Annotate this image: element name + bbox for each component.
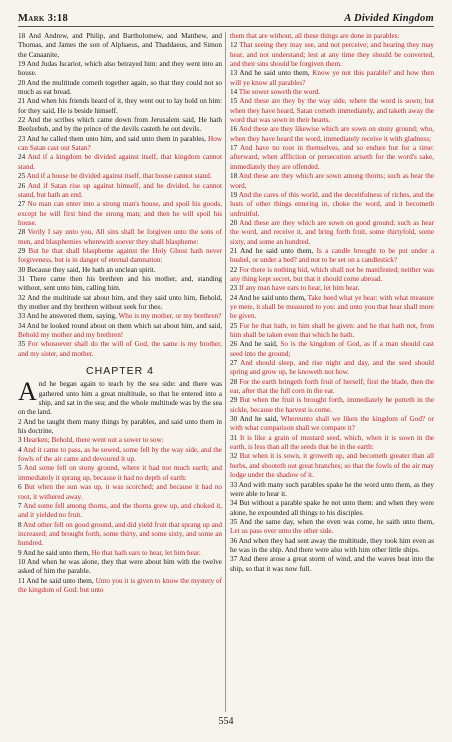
words-of-christ: So is the kingdom of God, as if a man should cast seed into the ground; — [230, 340, 435, 358]
left-column — [18, 32, 222, 595]
words-of-christ: The sower soweth the word. — [238, 88, 321, 97]
verse — [230, 247, 434, 266]
verse-text: 26 And he said, — [230, 340, 281, 349]
verse — [230, 481, 434, 500]
words-of-christ: And these are they by the way side, where the word is sown; but when they have heard, Satan cometh immediately, and taketh away the word that was sown in their hearts. — [230, 97, 435, 125]
verse — [230, 284, 434, 293]
verse — [18, 312, 222, 321]
verse-text: 30 And he said, — [230, 415, 281, 424]
verse — [230, 518, 434, 537]
verse-text: 24 — [18, 153, 28, 162]
verse-text: 2 And he taught them many things by parables, and said unto them in his doctrine, — [18, 417, 222, 436]
verse-text: 28 — [230, 377, 240, 386]
verse-text: 35 — [18, 340, 28, 349]
verse-text: 25 — [230, 321, 240, 330]
verse-text: 31 — [230, 433, 240, 442]
words-of-christ: But when the fruit is brought forth, immediately he putteth in the sickle, because the harvest is come. — [230, 396, 435, 414]
words-of-christ: Take heed what ye hear: with what measure ye mete, it shall be measured to you: and unto you that hear shall more be given. — [230, 293, 434, 321]
verse — [18, 266, 222, 275]
verses-chapter-3 — [18, 32, 222, 359]
verse-text: 35 And the same day, when the even was come, he saith unto them, — [230, 517, 434, 526]
verse-text: 37 And there arose a great storm of wind, and the waves beat into the ship, so that it was now full. — [230, 555, 434, 573]
verse — [230, 452, 434, 480]
verse — [18, 577, 222, 596]
verses-chapter-4-continued — [230, 32, 434, 574]
verse — [230, 88, 434, 97]
verse-text: 18 And Andrew, and Philip, and Bartholomew, and Matthew, and Thomas, and James the — [18, 32, 222, 50]
column-divider — [225, 32, 226, 712]
verse — [230, 294, 434, 322]
verse — [18, 32, 222, 60]
verse-text: 7 — [18, 501, 24, 510]
verse — [18, 228, 222, 247]
words-of-christ: For he that hath, to him shall be given: and he that hath not, from him shall be taken even that which he hath. — [230, 321, 435, 339]
verse — [18, 446, 222, 465]
words-of-christ: And other fell on good ground, and did yield fruit that sprang up and increased; and brought forth, some thirty, and some sixty, and some an hundred. — [18, 520, 222, 548]
verse-text: 29 — [230, 396, 240, 405]
words-of-christ: But when the sun was up, it was scorched; and because it had no root, it withered away. — [18, 483, 223, 501]
verse-text: 4 — [18, 445, 24, 454]
verse-text: 34 But without a parable spake he not unto them: and when they were alone, he expounded all things to his disciples. — [230, 499, 434, 517]
verse-text: 16 — [230, 125, 239, 134]
verse-text: 6 — [18, 483, 25, 492]
verse — [18, 135, 222, 154]
verse — [230, 266, 434, 285]
verse-text: 25 — [18, 172, 27, 181]
verse-text: 19 And Judas Iscariot, which also betrayed him: and they went into an house. — [18, 60, 222, 78]
words-of-christ: No man can enter into a strong man's house, and spoil his goods, except he will first bind the strong man; and then he will spoil his house. — [18, 200, 222, 227]
verse-text: 21 And when his friends heard of it, they went out to lay hold on him: for they said, He is beside himself. — [18, 97, 222, 115]
verse — [18, 483, 222, 502]
words-of-christ: Unto you it is given to know the mystery of the kingdom of God: but unto — [18, 576, 222, 594]
verse — [18, 549, 222, 558]
verse-text: 33 And with many such parables spake he the word unto them, as they were able to hear it. — [230, 480, 434, 498]
verse-text: 36 And when they had sent away the multitude, they took him even as he was in the ship. And there were also with him other little ships. — [230, 536, 434, 554]
words-of-christ: And it came to pass, as he sowed, some fell by the way side, and the fowls of the air came and devoured it up. — [18, 445, 222, 464]
verse — [18, 182, 222, 201]
words-of-christ: Is a candle brought to be put under a bushel, or under a bed? and not to be set on a candlestick? — [230, 246, 435, 265]
verse — [230, 499, 434, 518]
verse-text: 23 — [230, 284, 239, 293]
verse-text: 5 — [18, 464, 24, 473]
verse-text: 20 And the multitude cometh together again, so that they could not so much as eat bread. — [18, 78, 222, 97]
verse-text: 19 — [230, 190, 239, 199]
page-header — [18, 10, 434, 27]
verse-text: 14 — [230, 88, 239, 97]
chapter-heading: CHAPTER 4 — [86, 365, 154, 378]
verse-text: 10 And when he was alone, they that were about him with the twelve asked of him the parable. — [18, 557, 222, 576]
verse-text: 22 And the scribes which came down from Jerusalem said, He hath Beelzebub, and by the prince of the devils casteth he out devils. — [18, 116, 222, 134]
verse — [230, 69, 434, 88]
verse — [18, 79, 222, 98]
chapter-reference: Mark 3:18 — [18, 13, 69, 24]
verse-text: 12 — [230, 41, 240, 50]
verse-text: A — [18, 377, 37, 407]
verse — [230, 415, 434, 434]
words-of-christ: Verily I say unto you, All sins shall be forgiven unto the sons of men, and blasphemies wherewith soever they shall blaspheme: — [18, 228, 222, 246]
verse-text: 27 — [18, 200, 28, 209]
verse-text: 21 And he said unto them, — [230, 246, 317, 255]
words-of-christ: That seeing they may see, and not perceive; and hearing they may hear, and not understand; lest at any time they should be converted, and their sins should be forgiven them. — [230, 41, 434, 69]
verse-text: 28 — [18, 228, 28, 237]
verse — [18, 322, 222, 341]
verse — [230, 191, 434, 219]
verse-text: 26 — [18, 181, 28, 190]
words-of-christ: Let us pass over unto the other side. — [230, 527, 334, 536]
verse — [230, 144, 434, 172]
verse-text: 27 — [230, 359, 241, 368]
verse — [18, 418, 222, 437]
words-of-christ: Who is my mother, or my brethren? — [118, 312, 222, 321]
words-of-christ: For whosoever shall do the will of God, the same is my brother, and my sister, and mother. — [18, 340, 222, 358]
words-of-christ: But he that shall blaspheme against the Holy Ghost hath never forgiveness, but is in danger of eternal damnation: — [18, 246, 223, 265]
words-of-christ: Behold my mother and my brethren! — [18, 331, 124, 339]
words-of-christ: How can Satan cast out Satan? — [18, 134, 222, 153]
page-number: 554 — [218, 716, 234, 727]
words-of-christ: And if a kingdom be divided against itself, that kingdom cannot stand. — [18, 153, 222, 171]
verse-text: 23 And he called them unto him, and said unto them in parables, — [18, 134, 209, 143]
right-column — [230, 32, 434, 574]
verse — [18, 153, 222, 172]
verse-text: of Alphaeus, and Thaddaeus, and Simon the Canaanite, — [18, 41, 222, 59]
words-of-christ: Hearken; Behold, there went out a sower to sow: — [23, 436, 164, 445]
words-of-christ: And these are they which are sown among thorns; such as hear the word, — [230, 172, 434, 190]
verse-text: 17 — [230, 144, 240, 153]
verse — [18, 377, 222, 417]
verse-text: nd he began again to teach by the sea side: and there was gathered unto him a great multitude, so that he entered into a ship, and sat in the sea; and the whole multitude was by the sea on the land. — [18, 380, 222, 417]
words-of-christ: And if a house be divided against itself, that house cannot stand. — [26, 172, 212, 181]
verse-text: 18 — [230, 172, 239, 181]
verse-text: 3 — [18, 436, 24, 445]
verse — [230, 32, 434, 41]
words-of-christ: And have no root in themselves, and so endure but for a time: afterward, when affliction or persecution ariseth for the word's sake, immediately they are offended. — [230, 144, 434, 171]
words-of-christ: And if Satan rise up against himself, and be divided, he cannot stand, but hath an end. — [18, 181, 222, 199]
verse-text: 8 — [18, 520, 24, 529]
verse — [230, 97, 434, 125]
words-of-christ: It is like a grain of mustard seed, which, when it is sown in the earth, is less than all the seeds that be in the earth: — [230, 433, 434, 452]
verse-text: son — [89, 41, 100, 50]
words-of-christ: And these are they which are sown on good ground; such as hear the word, and receive it, and bring forth fruit, some thirtyfold, some sixty, and some an hundred. — [230, 218, 434, 246]
words-of-christ: Know ye not this parable? and how then will ye know all parables? — [230, 69, 434, 87]
verse-text: 13 And he said unto them, — [230, 69, 313, 78]
verse — [230, 537, 434, 556]
verse-text: 15 — [230, 97, 240, 106]
verse-text: 20 — [230, 218, 240, 227]
words-of-christ: Whereunto shall we liken the kingdom of God? or with what comparison shall we compare it? — [230, 415, 434, 433]
verses-chapter-4 — [18, 377, 223, 595]
verse-text: 24 And he said unto them, — [230, 293, 308, 302]
verse-text: 34 And he looked round about on them which sat about him, and said, — [18, 321, 222, 330]
verse — [18, 502, 222, 521]
words-of-christ: And some fell on stony ground, where it had not much earth; and immediately it sprang up, because it had no depth of earth: — [18, 464, 222, 482]
verse — [18, 294, 222, 313]
verse — [18, 436, 222, 445]
verse-text: 29 — [18, 246, 29, 255]
verse — [18, 247, 222, 266]
verse-text: 9 And he said unto them, — [18, 548, 92, 557]
verse — [230, 396, 434, 415]
section-title: A Divided Kingdom — [344, 13, 434, 24]
verse — [18, 464, 222, 483]
verse — [230, 555, 434, 574]
verse — [18, 116, 222, 135]
words-of-christ: them that are without, all these things are done in parables: — [230, 32, 400, 40]
verse-text: 33 And he answered them, saying, — [18, 312, 119, 321]
words-of-christ: For there is nothing hid, which shall not be manifested; neither was any thing kept secret, but that it should come abroad. — [230, 265, 435, 283]
verse — [230, 378, 434, 397]
verse — [18, 97, 222, 116]
verse — [230, 125, 434, 144]
verse — [230, 434, 434, 453]
words-of-christ: For the earth bringeth forth fruit of herself; first the blade, then the ear, after that the full corn in the ear. — [230, 377, 435, 396]
verse — [230, 359, 434, 378]
verse — [230, 340, 434, 359]
verse-text: 32 — [230, 452, 240, 461]
words-of-christ: He that hath ears to hear, let him hear. — [91, 548, 201, 557]
verse — [18, 60, 222, 79]
words-of-christ: And these are they likewise which are sown on stony ground; who, when they have heard the word, immediately receive it with gladness; — [230, 125, 434, 143]
words-of-christ: And should sleep, and rise night and day, and the seed should spring and grow up, he knoweth not how. — [230, 359, 434, 377]
verse-text: 30 Because they said, He hath an unclean spirit. — [18, 265, 156, 274]
words-of-christ: But when it is sown, it groweth up, and becometh greater than all herbs, and shooteth out great branches; so that the fowls of the air may lodge under the shadow of it. — [230, 452, 434, 480]
verse — [230, 219, 434, 247]
words-of-christ: If any man have ears to hear, let him hear. — [238, 284, 360, 293]
verse — [18, 172, 222, 181]
verse — [230, 172, 434, 191]
verse — [18, 200, 222, 228]
verse-text: 32 And the multitude sat about him, and they said unto him, Behold, thy mother and thy brethren without seek for thee. — [18, 293, 222, 311]
verse — [18, 558, 222, 577]
verse — [230, 41, 434, 69]
verse — [18, 340, 222, 359]
verse — [18, 521, 222, 549]
verse-text: 22 — [230, 265, 240, 274]
verse — [230, 322, 434, 341]
words-of-christ: And some fell among thorns, and the thorns grew up, and choked it, and it yielded no fruit. — [18, 501, 223, 520]
words-of-christ: And the cares of this world, and the deceitfulness of riches, and the lusts of other things entering in, choke the word, and it becometh unfruitful. — [230, 190, 435, 218]
verse-text: 31 There came then his brethren and his mother, and, standing without, sent unto him, calling him. — [18, 274, 222, 293]
verse-text: 11 And he said unto them, — [18, 576, 96, 585]
verse — [18, 275, 222, 294]
